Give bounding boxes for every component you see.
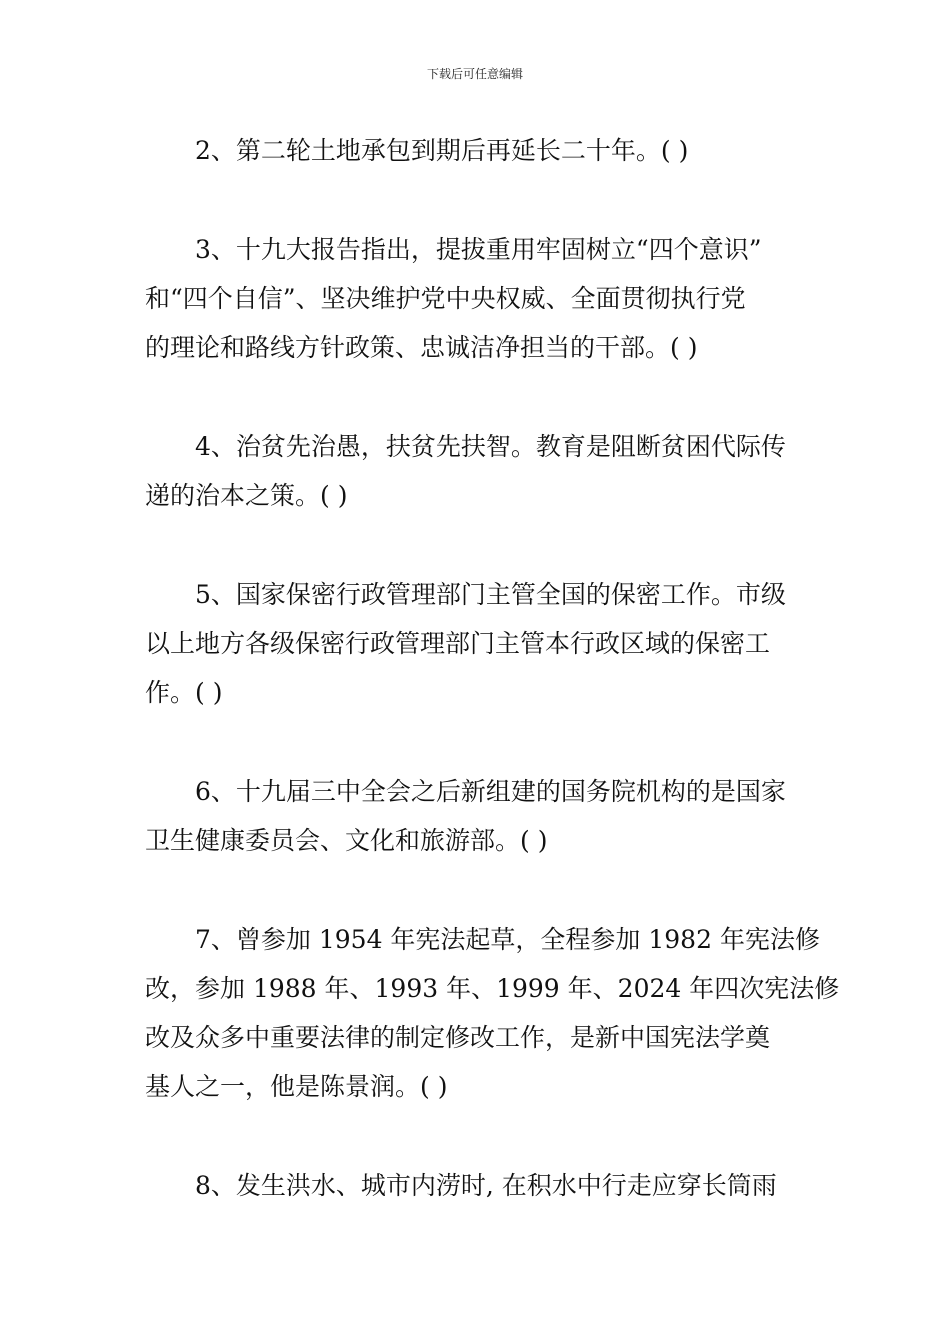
paragraph-line: 的理论和路线方针政策、忠诚洁净担当的干部。( ) — [145, 333, 698, 362]
paragraph-line: 7、曾参加 1954 年宪法起草，全程参加 1982 年宪法修 — [195, 925, 820, 954]
paragraph-line: 5、国家保密行政管理部门主管全国的保密工作。市级 — [195, 580, 786, 609]
question-5 — [145, 570, 807, 717]
question-4 — [145, 422, 807, 520]
question-2 — [145, 126, 807, 175]
paragraph-line: 改及众多中重要法律的制定修改工作，是新中国宪法学奠 — [145, 1023, 771, 1052]
page-header-note: 下载后可任意编辑 — [426, 67, 523, 81]
paragraph-line: 基人之一，他是陈景润。( ) — [145, 1072, 448, 1101]
question-3 — [145, 225, 807, 372]
paragraph-line: 8、发生洪水、城市内涝时, 在积水中行走应穿长筒雨 — [195, 1171, 777, 1200]
paragraph-line: 卫生健康委员会、文化和旅游部。( ) — [145, 826, 548, 855]
document-body — [145, 126, 840, 1260]
paragraph-line: 和“四个自信”、坚决维护党中央权威、全面贯彻执行党 — [145, 284, 746, 313]
paragraph-line: 递的治本之策。( ) — [145, 481, 348, 510]
paragraph-line: 3、十九大报告指出，提拔重用牢固树立“四个意识” — [195, 235, 762, 264]
question-6 — [145, 767, 807, 865]
paragraph-line: 6、十九届三中全会之后新组建的国务院机构的是国家 — [195, 777, 786, 806]
question-8 — [145, 1161, 807, 1210]
question-7 — [145, 915, 840, 1111]
paragraph-line: 2、第二轮土地承包到期后再延长二十年。( ) — [195, 136, 689, 165]
paragraph-line: 以上地方各级保密行政管理部门主管本行政区域的保密工 — [145, 629, 771, 658]
paragraph-line: 作。( ) — [145, 678, 223, 707]
paragraph-line: 改，参加 1988 年、1993 年、1999 年、2024 年四次宪法修 — [145, 974, 840, 1003]
paragraph-line: 4、治贫先治愚，扶贫先扶智。教育是阻断贫困代际传 — [195, 432, 786, 461]
